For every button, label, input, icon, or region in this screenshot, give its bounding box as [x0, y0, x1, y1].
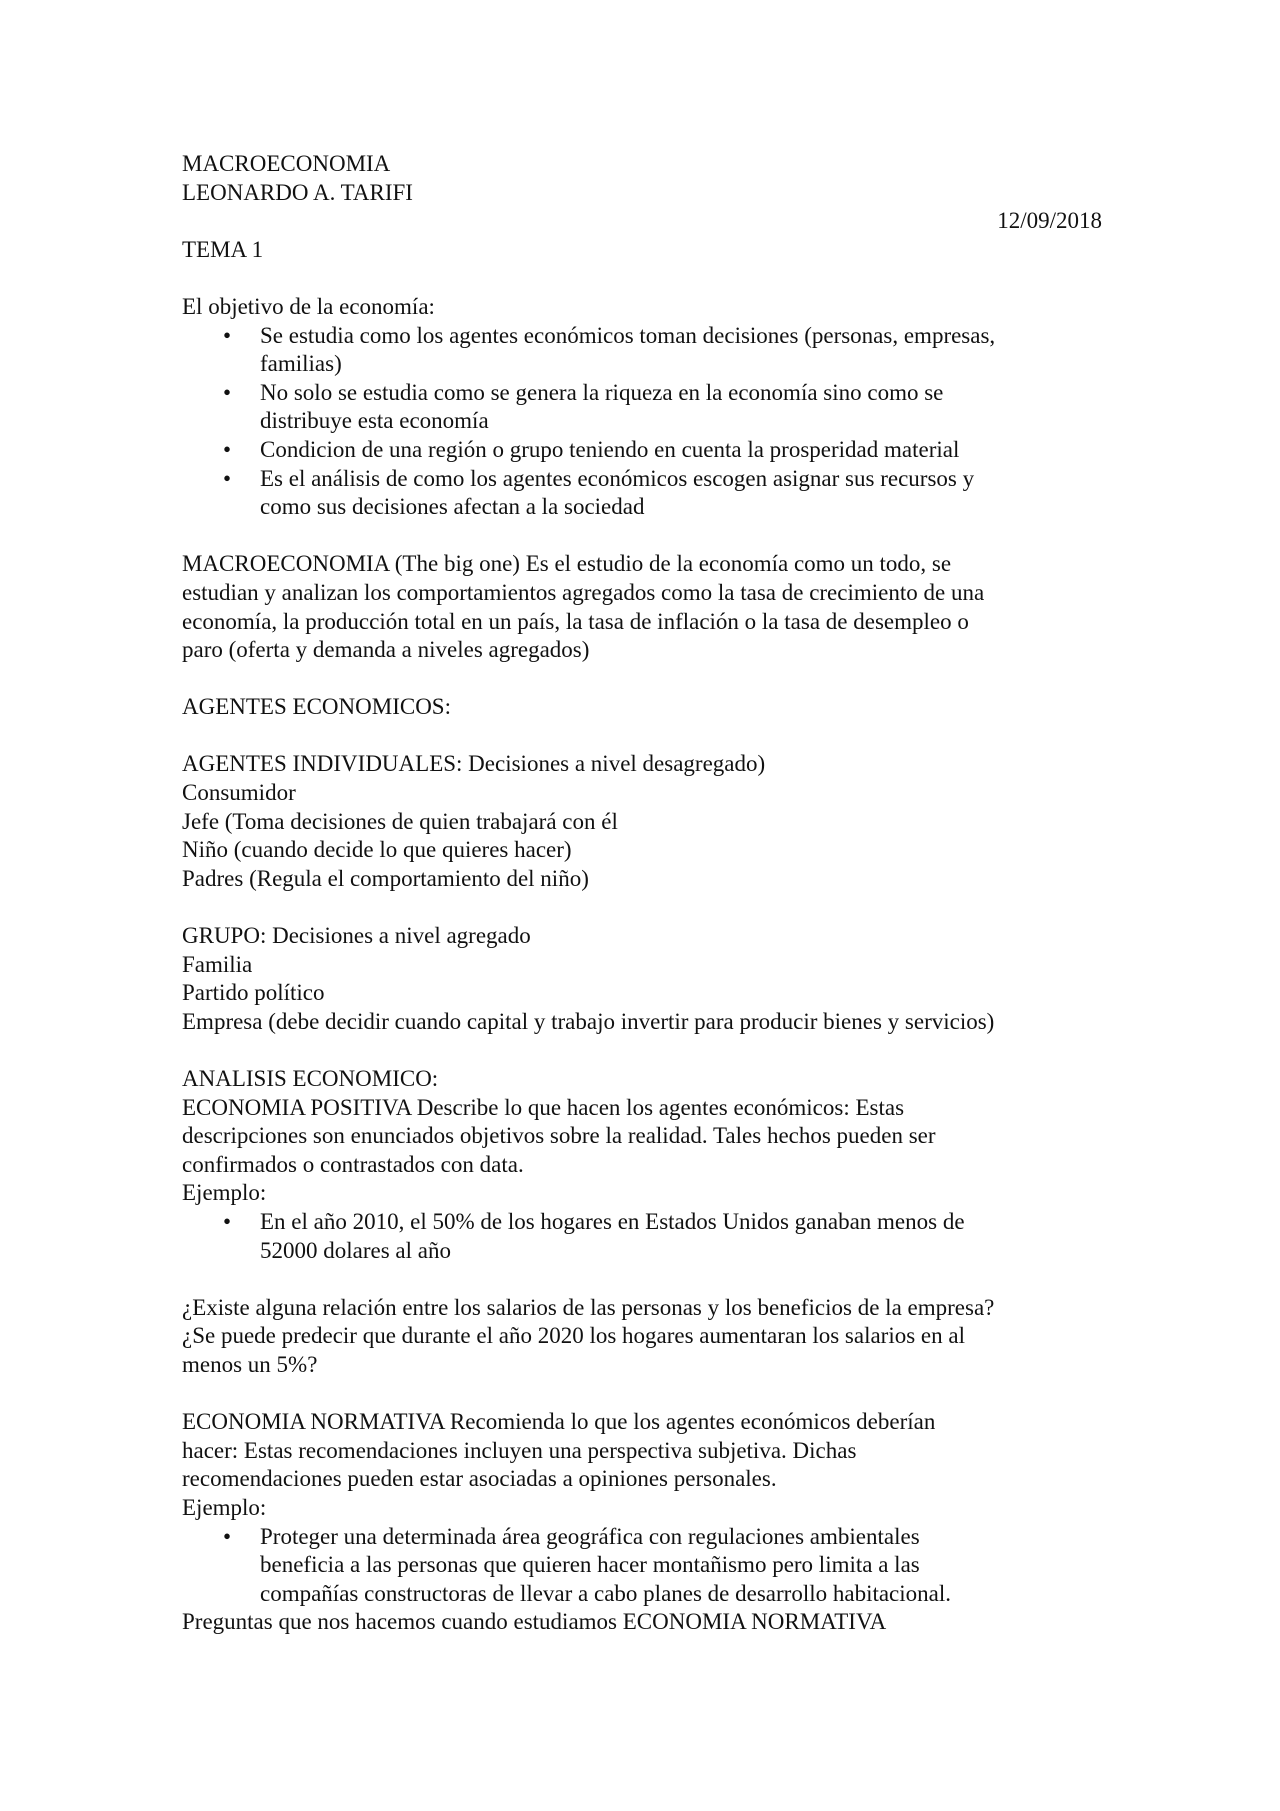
individual-agent-item: Niño (cuando decide lo que quieres hacer)	[182, 837, 572, 863]
objective-heading: El objetivo de la economía:	[182, 293, 435, 319]
list-item	[182, 465, 1102, 522]
group-agents-heading: GRUPO: Decisiones a nivel agregado	[182, 923, 531, 949]
paragraph-line: estudian y analizan los comportamientos agregados como la tasa de crecimiento de una	[182, 579, 985, 605]
list-item-line: Condicion de una región o grupo teniendo en cuenta la prosperidad material	[260, 436, 960, 462]
group-agent-item: Empresa (debe decidir cuando capital y trabajo invertir para producir bienes y servicios)	[182, 1008, 995, 1034]
example-label: Ejemplo:	[182, 1180, 267, 1206]
list-item-line: En el año 2010, el 50% de los hogares en Estados Unidos ganaban menos de	[260, 1208, 965, 1234]
list-item-line: compañías constructoras de llevar a cabo planes de desarrollo habitacional.	[260, 1580, 951, 1606]
bullet-icon: •	[223, 1208, 232, 1234]
list-item-line: como sus decisiones afectan a la sociedad	[260, 494, 645, 520]
spacer	[182, 1380, 1102, 1409]
bullet-icon: •	[223, 322, 232, 348]
paragraph-line: paro (oferta y demanda a niveles agregados)	[182, 637, 590, 663]
spacer	[182, 722, 1102, 751]
positive-example-list	[182, 1208, 1102, 1265]
individual-agent-item: Consumidor	[182, 780, 296, 806]
list-item	[182, 379, 1102, 436]
spacer	[182, 665, 1102, 694]
spacer	[182, 893, 1102, 922]
paragraph-line: confirmados o contrastados con data.	[182, 1151, 524, 1177]
paragraph-line: ECONOMIA NORMATIVA Recomienda lo que los agentes económicos deberían	[182, 1409, 936, 1435]
paragraph-line: hacer: Estas recomendaciones incluyen una perspectiva subjetiva. Dichas	[182, 1437, 857, 1463]
group-agent-item: Familia	[182, 951, 253, 977]
paragraph-line: menos un 5%?	[182, 1351, 318, 1377]
topic-title: TEMA 1	[182, 236, 264, 262]
list-item-line: distribuye esta economía	[260, 408, 489, 434]
list-item-line: Es el análisis de como los agentes económicos escogen asignar sus recursos y	[260, 465, 975, 491]
paragraph-line: descripciones son enunciados objetivos sobre la realidad. Tales hechos pueden ser	[182, 1123, 936, 1149]
spacer	[182, 522, 1102, 551]
bullet-icon: •	[223, 436, 232, 462]
list-item	[182, 1523, 1102, 1609]
list-item-line: 52000 dolares al año	[260, 1237, 451, 1263]
positive-economics-paragraph	[182, 1094, 1102, 1180]
course-title: MACROECONOMIA	[182, 151, 391, 176]
individual-agent-item: Jefe (Toma decisiones de quien trabajará con él	[182, 808, 618, 834]
individual-agent-item: Padres (Regula el comportamiento del niño)	[182, 865, 589, 891]
bullet-icon: •	[223, 1523, 232, 1549]
paragraph-line: MACROECONOMIA (The big one) Es el estudio de la economía como un todo, se	[182, 551, 952, 577]
agents-heading: AGENTES ECONOMICOS:	[182, 694, 451, 720]
list-item	[182, 1208, 1102, 1265]
normative-example-list	[182, 1523, 1102, 1609]
objective-list	[182, 322, 1102, 522]
list-item	[182, 322, 1102, 379]
list-item-line: beneficia a las personas que quieren hacer montañismo pero limita a las	[260, 1552, 920, 1578]
macro-paragraph	[182, 550, 1102, 664]
paragraph-line: ¿Existe alguna relación entre los salarios de las personas y los beneficios de la empresa?	[182, 1294, 995, 1320]
questions-paragraph	[182, 1294, 1102, 1380]
paragraph-line: recomendaciones pueden estar asociadas a opiniones personales.	[182, 1466, 777, 1492]
list-item-line: Se estudia como los agentes económicos toman decisiones (personas, empresas,	[260, 322, 996, 348]
closing-line: Preguntas que nos hacemos cuando estudiamos ECONOMIA NORMATIVA	[182, 1609, 887, 1635]
spacer	[182, 1036, 1102, 1065]
list-item-line: Proteger una determinada área geográfica con regulaciones ambientales	[260, 1523, 920, 1549]
paragraph-line: ¿Se puede predecir que durante el año 2020 los hogares aumentaran los salarios en al	[182, 1323, 965, 1349]
example-label: Ejemplo:	[182, 1494, 267, 1520]
analysis-heading: ANALISIS ECONOMICO:	[182, 1066, 439, 1091]
author-name: LEONARDO A. TARIFI	[182, 179, 413, 205]
document-date: 12/09/2018	[997, 208, 1102, 234]
paragraph-line: ECONOMIA POSITIVA Describe lo que hacen los agentes económicos: Estas	[182, 1094, 905, 1120]
document-page	[182, 150, 1102, 1637]
individual-agents-heading: AGENTES INDIVIDUALES: Decisiones a nivel desagregado)	[182, 751, 766, 777]
list-item	[182, 436, 1102, 465]
spacer	[182, 1265, 1102, 1294]
list-item-line: No solo se estudia como se genera la riqueza en la economía sino como se	[260, 379, 944, 405]
paragraph-line: economía, la producción total en un país, la tasa de inflación o la tasa de desempleo o	[182, 608, 969, 634]
normative-economics-paragraph	[182, 1408, 1102, 1494]
group-agent-item: Partido político	[182, 980, 325, 1006]
bullet-icon: •	[223, 465, 232, 491]
bullet-icon: •	[223, 379, 232, 405]
list-item-line: familias)	[260, 351, 342, 377]
spacer	[182, 264, 1102, 293]
